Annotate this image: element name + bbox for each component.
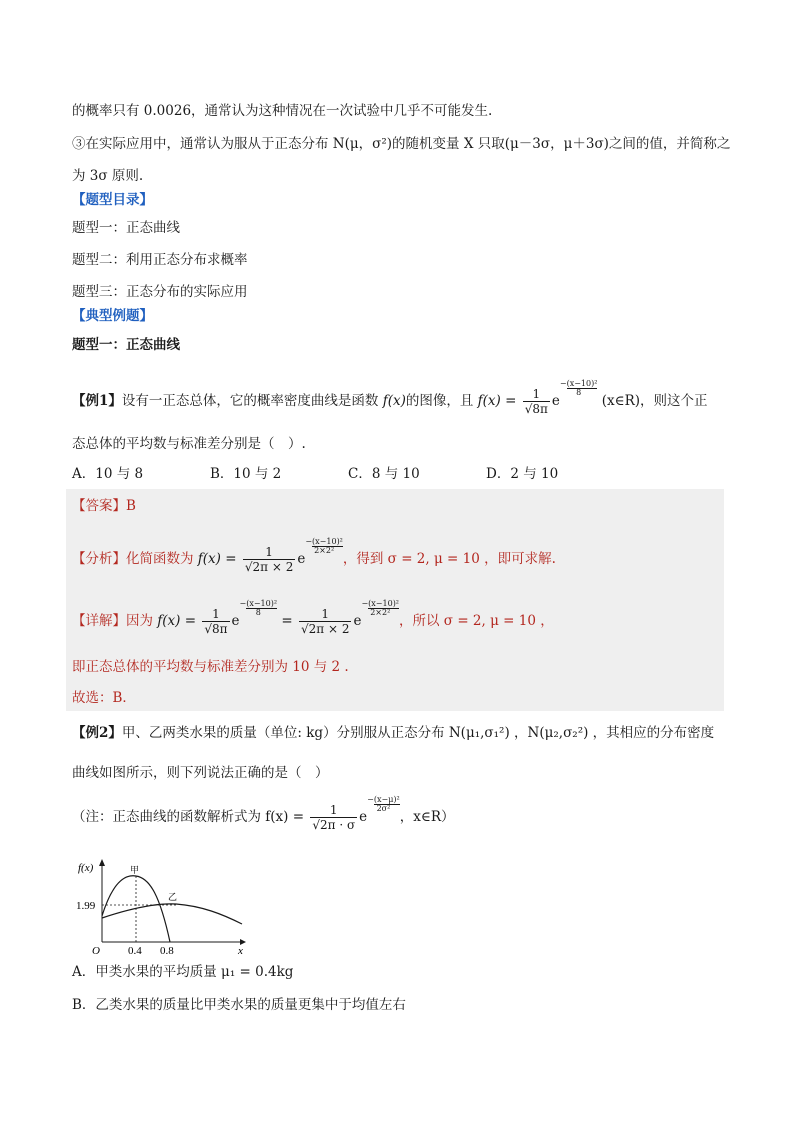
origin-label: O (92, 945, 100, 956)
fraction: $\frac{1}{√2\pi \times 2}$ (244, 545, 294, 574)
text: ，得到 σ = 2, μ = 10 ，即可求解. (342, 551, 556, 567)
exponent: −(x−μ)² 2σ² (367, 795, 400, 813)
option-a: A．甲类水果的平均质量 μ₁ = 0.4kg (72, 964, 294, 980)
text: 的图像，且 (405, 393, 474, 409)
math: f(x) (382, 393, 406, 409)
example-2-question (72, 723, 714, 743)
normal-curves-graph (72, 856, 252, 956)
exponent: −(x−10)² 2×2² (305, 537, 343, 555)
fraction: $\frac{1}{√8\pi}$ (204, 607, 228, 636)
section-heading-catalog: 【题型目录】 (72, 192, 153, 208)
text-line: ③在实际应用中，通常认为服从于正态分布 N(μ，σ²)的随机变量 X 只取(μ－3σ，μ＋3σ)之间的值，并简称之 (72, 136, 731, 152)
fraction: $\frac{1}{√8\pi}$ (524, 387, 548, 416)
text: 因为 (126, 613, 153, 629)
y-axis-arrow (99, 859, 105, 866)
detail-line: 【详解】因为 f(x) = $\frac{1}{√8\pi}$ e−(x−10)² 8 = $\frac{1}{√2\pi \times 2}$ e−(x−10)² 2×2² ，所以 σ = 2, μ = 10 ， (72, 599, 554, 636)
exponent: −(x−10)² 2×2² (361, 599, 400, 617)
detail-choice: 故选：B． (72, 690, 136, 706)
math: f(x) = (477, 393, 517, 409)
y-tick-label: 1.99 (76, 900, 96, 912)
text-line: 的概率只有 0.0026，通常认为这种情况在一次试验中几乎不可能发生. (72, 103, 493, 119)
section-heading-examples: 【典型例题】 (72, 308, 153, 324)
exponent: −(x−10)² 8 (239, 599, 278, 617)
answer-value: B (126, 498, 136, 514)
text: ，则这个正 (640, 393, 708, 409)
example-label: 【例2】 (72, 725, 122, 741)
detail-label: 【详解】 (72, 613, 126, 629)
analysis-line: 【分析】化简函数为 f(x) = $\frac{1}{√2\pi \times 2}$ e−(x−10)² 2×2² ，得到 σ = 2, μ = 10 ，即可求解. (72, 537, 556, 574)
answer-line (72, 496, 136, 516)
option-c: C．8 与 10 (348, 466, 420, 482)
y-axis-label: f(x) (78, 862, 94, 874)
analysis-label: 【分析】 (72, 551, 126, 567)
catalog-item: 题型三：正态分布的实际应用 (72, 284, 248, 300)
text: ，所以 σ = 2, μ = 10 ， (399, 613, 554, 629)
x-tick-label: 0.8 (160, 945, 174, 956)
text-line: 态总体的平均数与标准差分别是（ ）. (72, 436, 306, 452)
fraction: $\frac{1}{√2\pi \times 2}$ (300, 607, 350, 636)
text-line: 为 3σ 原则. (72, 168, 144, 184)
option-a: A．10 与 8 (72, 466, 144, 482)
option-b: B．乙类水果的质量比甲类水果的质量更集中于均值左右 (72, 997, 406, 1013)
exponent: −(x−10)² 8 (559, 379, 598, 397)
curve-label-jia: 甲 (130, 866, 140, 876)
curve-yi (102, 904, 242, 924)
option-b: B．10 与 2 (210, 466, 282, 482)
text: 设有一正态总体，它的概率密度曲线是函数 (121, 393, 379, 409)
math: = (281, 613, 293, 629)
catalog-item: 题型一：正态曲线 (72, 220, 180, 236)
example-label: 【例1】 (72, 393, 122, 409)
option-d: D．2 与 10 (486, 466, 559, 482)
math: f(x) = (157, 613, 197, 629)
answer-label: 【答案】 (72, 498, 126, 514)
math: (x∈R) (601, 393, 641, 409)
text: 甲、乙两类水果的质量（单位: kg）分别服从正态分布 N(μ₁,σ₁²) ，N(μ₂,σ₂²) ，其相应的分布密度 (121, 725, 715, 741)
curve-label-yi: 乙 (168, 893, 178, 903)
text: （注：正态曲线的函数解析式为 f(x) = (72, 809, 305, 825)
type-heading: 题型一：正态曲线 (72, 337, 180, 353)
detail-conclusion: 即正态总体的平均数与标准差分别为 10 与 2 . (72, 659, 349, 675)
catalog-item: 题型二：利用正态分布求概率 (72, 252, 248, 268)
example-1-question (72, 380, 708, 416)
math: f(x) = (197, 551, 237, 567)
x-tick-label: 0.4 (128, 945, 142, 956)
math: e (551, 393, 560, 409)
x-axis-label: x (238, 945, 243, 956)
text-line: 曲线如图所示，则下列说法正确的是（ ） (72, 765, 329, 781)
fraction: $\frac{1}{√2\pi \cdot \sigma}$ (312, 803, 356, 832)
text: 化简函数为 (126, 551, 194, 567)
note-line: （注：正态曲线的函数解析式为 f(x) = $\frac{1}{√2\pi \cdot \sigma}$ e−(x−μ)² 2σ² ，x∈R） (72, 795, 455, 832)
text: ，x∈R） (399, 809, 455, 825)
